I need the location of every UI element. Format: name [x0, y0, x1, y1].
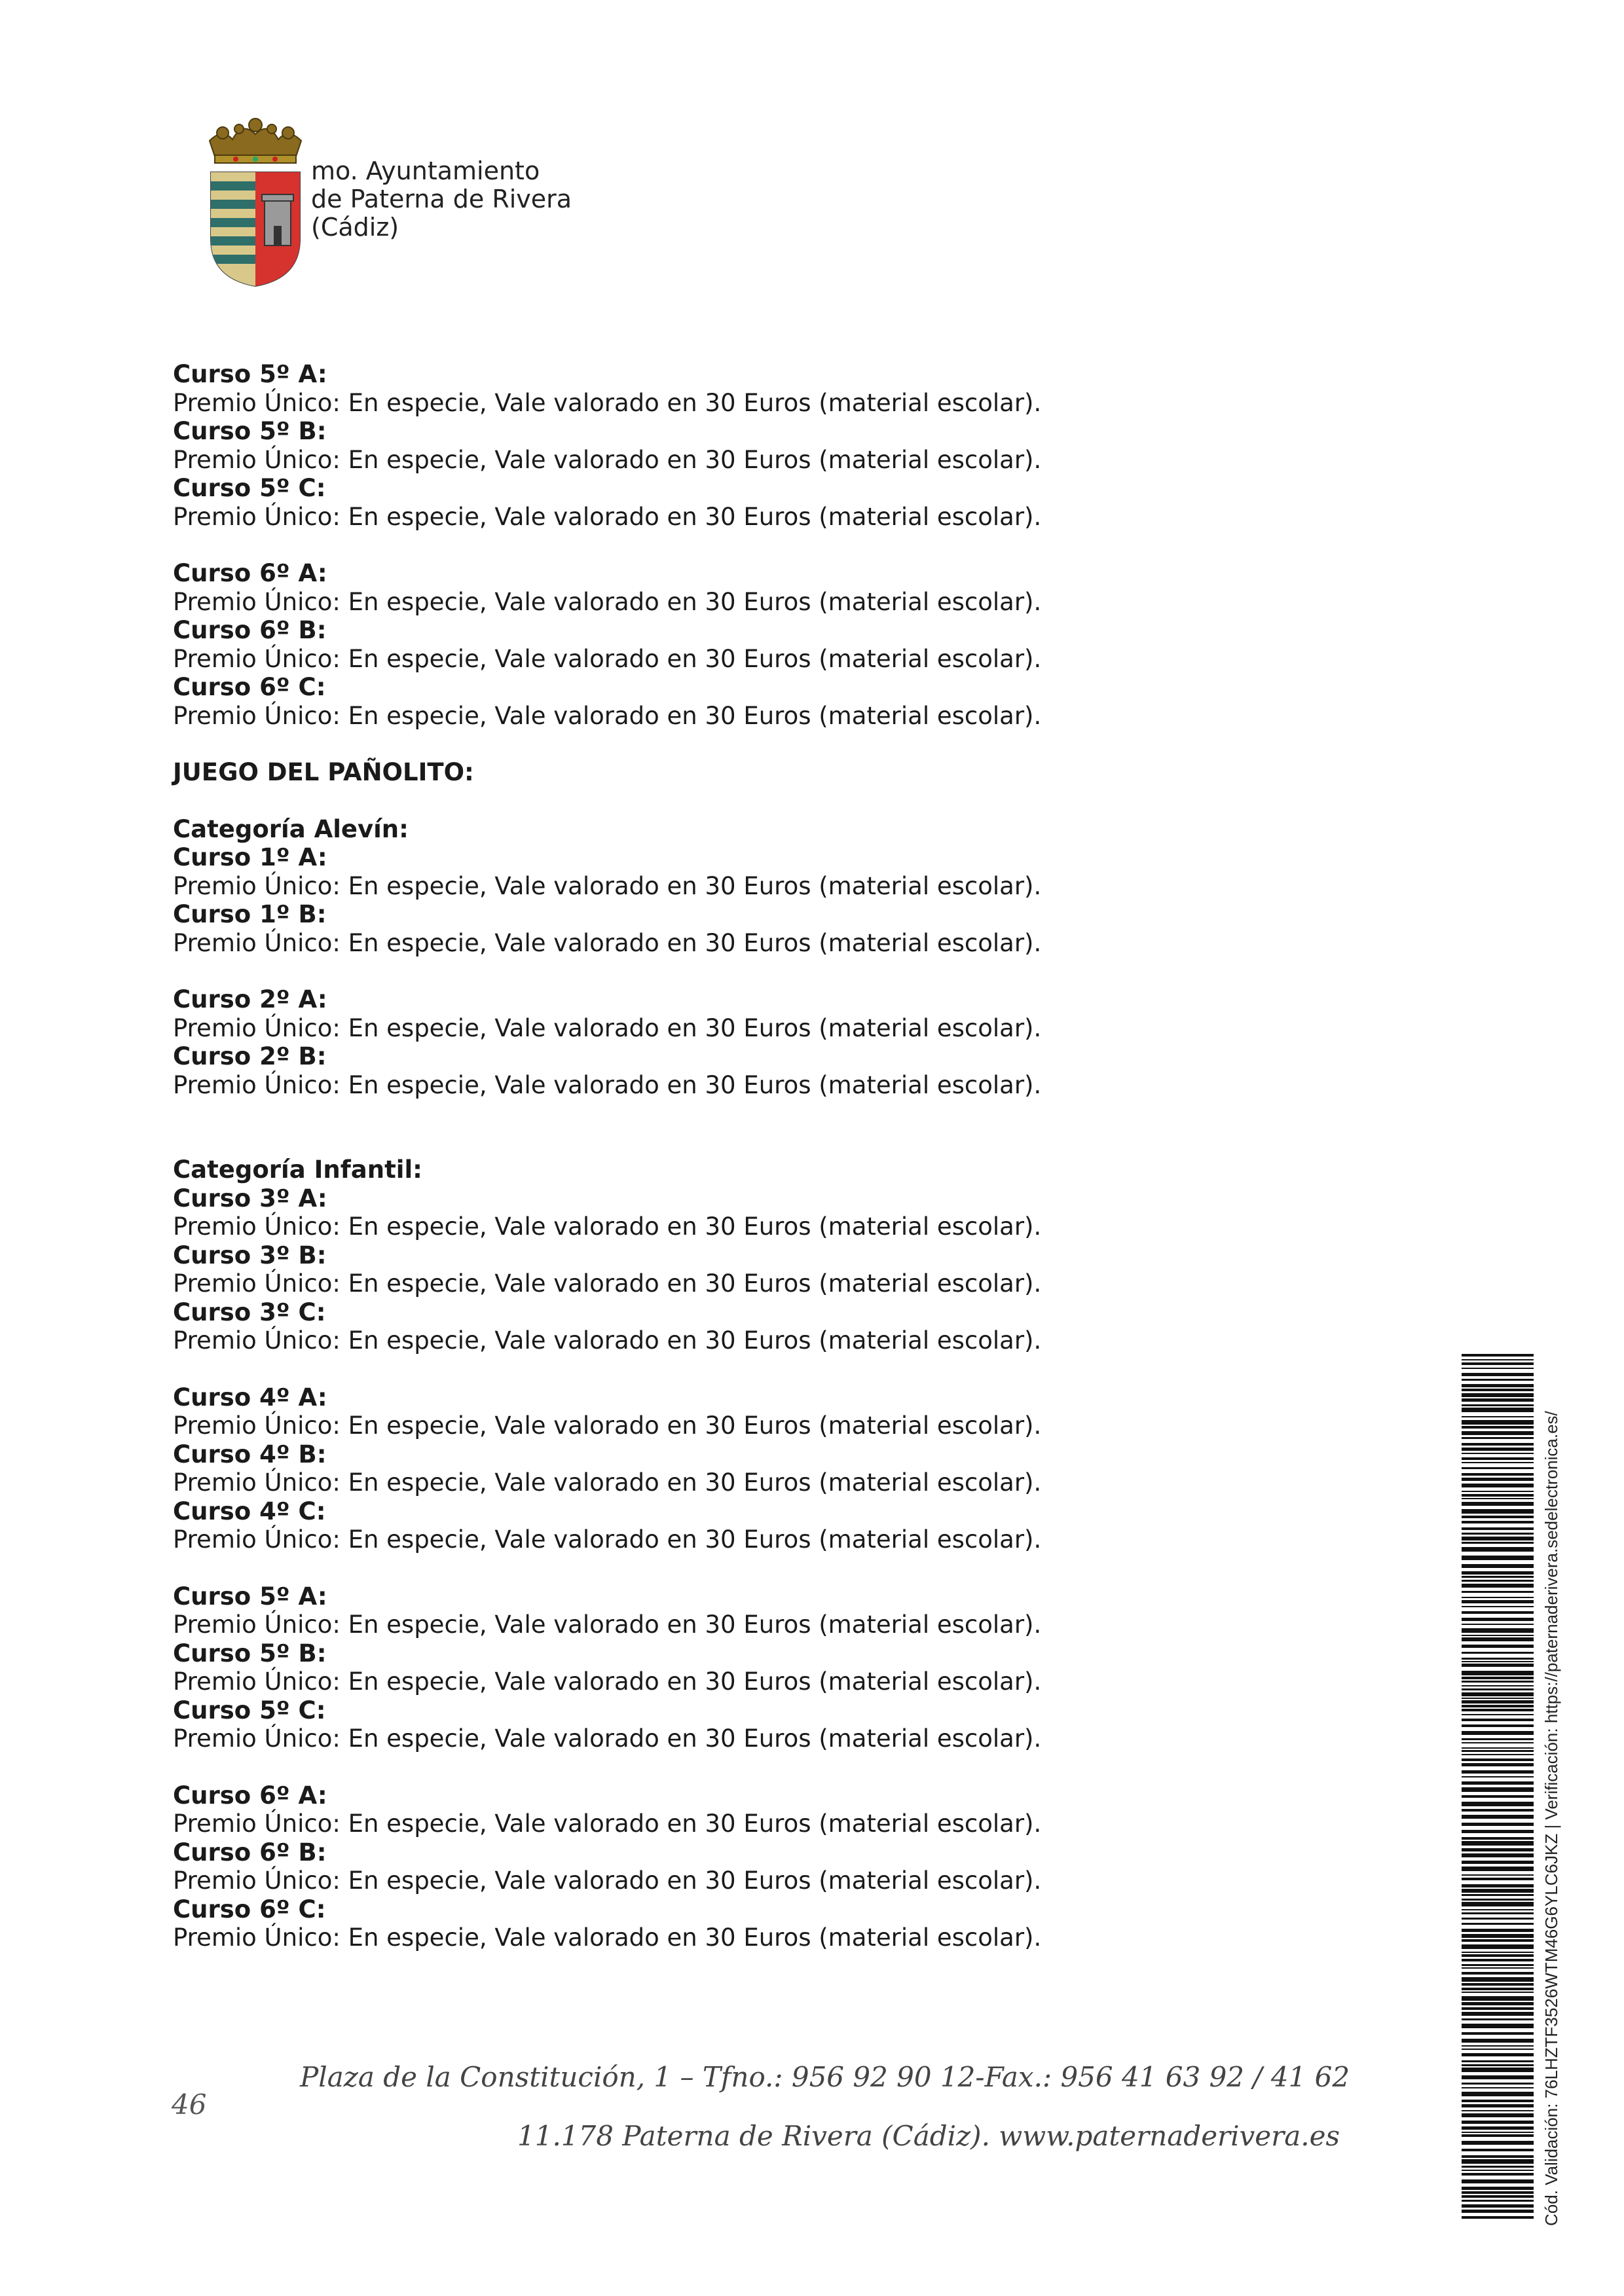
course-heading: Curso 1º A: — [173, 843, 327, 871]
prize-description: Premio Único: En especie, Vale valorado en 30 Euros (material escolar). — [173, 1468, 1042, 1497]
course-heading: Curso 3º A: — [173, 1184, 327, 1212]
prize-description: Premio Único: En especie, Vale valorado en 30 Euros (material escolar). — [173, 1810, 1042, 1838]
prize-description: Premio Único: En especie, Vale valorado en 30 Euros (material escolar). — [173, 1667, 1042, 1696]
course-heading: Curso 5º A: — [173, 1582, 327, 1611]
course-heading: Curso 6º C: — [173, 673, 326, 701]
course-heading: Curso 4º C: — [173, 1497, 326, 1525]
prize-description: Premio Único: En especie, Vale valorado en 30 Euros (material escolar). — [173, 1923, 1042, 1952]
prize-description: Premio Único: En especie, Vale valorado en 30 Euros (material escolar). — [173, 644, 1042, 673]
org-line-2: de Paterna de Rivera — [311, 185, 572, 213]
course-heading: Curso 6º C: — [173, 1895, 326, 1923]
prize-description: Premio Único: En especie, Vale valorado en 30 Euros (material escolar). — [173, 1525, 1042, 1554]
prize-description: Premio Único: En especie, Vale valorado en 30 Euros (material escolar). — [173, 871, 1042, 900]
prize-description: Premio Único: En especie, Vale valorado en 30 Euros (material escolar). — [173, 445, 1042, 474]
spacer — [173, 531, 1404, 559]
prize-description: Premio Único: En especie, Vale valorado en 30 Euros (material escolar). — [173, 701, 1042, 730]
org-line-3: (Cádiz) — [311, 213, 399, 242]
course-heading: Curso 5º B: — [173, 417, 327, 445]
prize-description: Premio Único: En especie, Vale valorado en 30 Euros (material escolar). — [173, 1070, 1042, 1099]
course-heading: Curso 5º C: — [173, 1696, 326, 1724]
course-heading: Curso 5º A: — [173, 360, 327, 388]
prize-description: Premio Único: En especie, Vale valorado en 30 Euros (material escolar). — [173, 1212, 1042, 1241]
page-number: 46 — [172, 2088, 207, 2121]
course-heading: Curso 2º B: — [173, 1042, 327, 1070]
org-line-1: mo. Ayuntamiento — [311, 156, 540, 185]
municipality-name — [311, 157, 572, 242]
spacer — [173, 1355, 1404, 1383]
section-heading: Categoría Infantil: — [173, 1156, 422, 1184]
prize-description: Premio Único: En especie, Vale valorado en 30 Euros (material escolar). — [173, 388, 1042, 417]
course-heading: Curso 2º A: — [173, 985, 327, 1013]
course-heading: Curso 6º A: — [173, 1781, 327, 1810]
prize-description: Premio Único: En especie, Vale valorado en 30 Euros (material escolar). — [173, 502, 1042, 531]
prize-description: Premio Único: En especie, Vale valorado en 30 Euros (material escolar). — [173, 1611, 1042, 1639]
course-heading: Curso 6º B: — [173, 616, 327, 644]
course-heading: Curso 4º A: — [173, 1383, 327, 1412]
footer-address-line-1: Plaza de la Constitución, 1 – Tfno.: 956 92 90 12-Fax.: 956 41 63 92 / 41 62 — [300, 2061, 1350, 2093]
barcode-icon — [1462, 1354, 1534, 2219]
section-heading: JUEGO DEL PAÑOLITO: — [173, 758, 474, 786]
prize-description: Premio Único: En especie, Vale valorado en 30 Euros (material escolar). — [173, 1013, 1042, 1042]
prize-description: Premio Único: En especie, Vale valorado en 30 Euros (material escolar). — [173, 928, 1042, 957]
spacer — [173, 787, 1404, 815]
course-heading: Curso 5º B: — [173, 1639, 327, 1667]
prize-description: Premio Único: En especie, Vale valorado en 30 Euros (material escolar). — [173, 587, 1042, 616]
course-heading: Curso 4º B: — [173, 1440, 327, 1468]
prize-description: Premio Único: En especie, Vale valorado en 30 Euros (material escolar). — [173, 1867, 1042, 1895]
prize-description: Premio Único: En especie, Vale valorado en 30 Euros (material escolar). — [173, 1326, 1042, 1355]
spacer — [173, 1554, 1404, 1582]
spacer — [173, 957, 1404, 985]
course-heading: Curso 1º B: — [173, 900, 327, 928]
spacer — [173, 1099, 1404, 1156]
spacer — [173, 1753, 1404, 1781]
prize-description: Premio Único: En especie, Vale valorado en 30 Euros (material escolar). — [173, 1269, 1042, 1298]
course-heading: Curso 5º C: — [173, 474, 326, 502]
course-heading: Curso 3º B: — [173, 1241, 327, 1269]
validation-code: Cód. Validación: 76LHZTF3526WTM46G6YLC6JKZ | Verificación: https://paternaderivera.sedelectronica.es/ — [1541, 1411, 1561, 2226]
course-heading: Curso 6º B: — [173, 1838, 327, 1867]
letterhead — [196, 115, 589, 298]
section-heading: Categoría Alevín: — [173, 814, 409, 843]
spacer — [173, 730, 1404, 758]
prize-list — [173, 360, 1404, 1952]
prize-description: Premio Único: En especie, Vale valorado en 30 Euros (material escolar). — [173, 1412, 1042, 1440]
footer-address-line-2: 11.178 Paterna de Rivera (Cádiz). www.paternaderivera.es — [517, 2120, 1340, 2152]
course-heading: Curso 3º C: — [173, 1298, 326, 1326]
course-heading: Curso 6º A: — [173, 559, 327, 587]
coat-of-arms-icon — [196, 115, 314, 291]
prize-description: Premio Único: En especie, Vale valorado en 30 Euros (material escolar). — [173, 1724, 1042, 1753]
